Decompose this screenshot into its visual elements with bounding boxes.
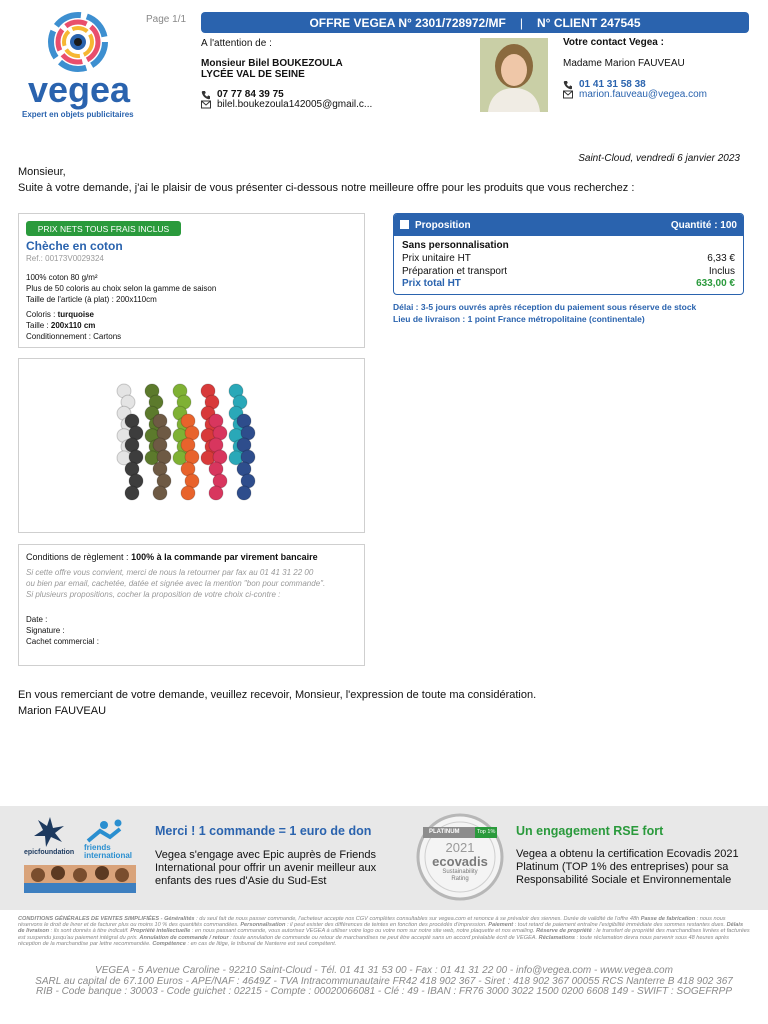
client-phone[interactable]: 07 77 84 39 75: [217, 89, 284, 100]
contact-label: Votre contact Vegea :: [563, 37, 664, 48]
terms-conditions: [18, 916, 750, 947]
delivery-info: [393, 301, 696, 325]
stamp-field: Cachet commercial :: [26, 637, 99, 646]
conditions-card: [18, 544, 365, 666]
ecovadis-platinum: PLATINUM: [429, 829, 460, 835]
phone-icon: [563, 80, 573, 90]
ecovadis-sub: [415, 869, 505, 883]
vegea-logo-mark: [18, 12, 140, 122]
epic-logos: [24, 815, 144, 895]
conditions-note-line: Si cette offre vous convient, merci de nous la retourner par fax au 01 41 31 22 00: [26, 568, 314, 577]
cgv-text: : le transfert de propriété des marchandises livrées et facturées est suspendu jusqu'au paiement intégral du prix.: [18, 928, 750, 941]
offer-header-bar: [201, 12, 749, 33]
delivery-place: Lieu de livraison : 1 point France métropolitaine (continentale): [393, 314, 645, 324]
proposition-header: [394, 214, 743, 236]
yarn-twist: [153, 486, 167, 500]
rse-text: Vegea a obtenu la certification Ecovadis 2021 Platinum (TOP 1% des entreprises) pour sa Responsabilité Sociale et Environnementale: [516, 848, 739, 886]
product-ref: Ref.: 00173V0029324: [26, 254, 104, 263]
letter-intro: Suite à votre demande, j'ai le plaisir de vous présenter ci-dessous notre meilleure offre pour les produits que vous recherchez :: [18, 182, 635, 194]
epic-text: Vegea s'engage avec Epic auprès de Friends International pour offrir un avenir meilleur aux enfants des rues d'Asie du Sud-Est: [155, 849, 377, 887]
conditions-note: [26, 567, 325, 600]
product-color: [26, 309, 121, 320]
vegea-logo: [18, 12, 140, 122]
letter-date: Saint-Cloud, vendredi 6 janvier 2023: [578, 153, 740, 164]
cgv-text: : nous nous réservons le droit de livrer et de facturer plus ou moins 10 % des quantités commandées.: [18, 916, 726, 929]
signature-field: Signature :: [26, 626, 65, 635]
cgv-heading: Propriété intellectuelle: [130, 928, 191, 935]
client-email-row: [201, 99, 372, 110]
proposition-title: Proposition: [415, 219, 471, 231]
unit-price-label: Prix unitaire HT: [402, 253, 471, 264]
color-value: turquoise: [57, 310, 95, 319]
header-separator: |: [519, 15, 524, 30]
conditions-title: [26, 552, 318, 562]
contact-portrait: [480, 38, 548, 112]
contact-email-row: [563, 89, 707, 100]
cgv-text: : du seul fait de nous passer commande, l'acheteur accepte nos CGV complètes consultables sur vegea.com et renonce à se prévaloir des siennes. Durée de validité de l'offre 48h: [194, 916, 641, 922]
yarn-twist: [125, 486, 139, 500]
friends-international-text: [84, 844, 132, 860]
product-size: [26, 320, 121, 331]
prep-row: [402, 266, 735, 277]
cgv-text: : en nous passant commande, vous autorisez VEGEA à utiliser votre logo ou votre nom sur notre site web, notre plaquette et nos emailing.: [190, 928, 537, 935]
contact-email[interactable]: marion.fauveau@vegea.com: [579, 89, 707, 100]
contact-name: Madame Marion FAUVEAU: [563, 58, 685, 69]
proposition-box: [393, 213, 744, 295]
yarn-twist: [237, 486, 251, 500]
letter-closing: En vous remerciant de votre demande, veuillez recevoir, Monsieur, l'expression de toute ma considération.: [18, 689, 537, 701]
mail-icon: [563, 90, 573, 99]
page-number: Page 1/1: [146, 14, 187, 25]
attention-label: A l'attention de :: [201, 38, 272, 49]
cgv-text: : ils sont donnés à titre indicatif.: [49, 928, 131, 935]
unit-price-value: 6,33 €: [707, 253, 735, 264]
cgv-text: : toute réclamation devra nous parvenir sous 48 heures après réception de la marchandise par lettre recommandée.: [18, 934, 729, 947]
offer-number: OFFRE VEGEA N° 2301/728972/MF: [309, 15, 506, 30]
proposition-checkbox[interactable]: [400, 220, 409, 229]
cgv-text: : en cas de litige, le tribunal de Nanterre est seul compétent.: [185, 940, 337, 947]
contact-photo: [480, 38, 548, 112]
footer-legal: SARL au capital de 67.100 Euros - APE/NAF : 4649Z - TVA Intracommunautaire FR42 418 902 367 - Siret : 418 902 367 00055 RCS Nanterre B 418 902 367: [35, 976, 733, 987]
yarn-twist: [181, 486, 195, 500]
international-line: international: [84, 851, 133, 860]
cgv-heading: Personnalisation: [240, 922, 286, 929]
rse-title: Un engagement RSE fort: [516, 824, 664, 838]
delay-text: Délai : 3-5 jours ouvrés après réception du paiement sous réserve de stock: [393, 302, 697, 312]
color-label: Coloris :: [26, 310, 58, 319]
cgv-text: : il peut exister des différences de teintes en fonction des procédés d'impression.: [285, 922, 489, 929]
svg-text:vegea: vegea: [27, 69, 131, 110]
cgv-heading: Compétence: [152, 940, 186, 947]
product-desc-line: 100% coton 80 g/m²: [26, 273, 98, 282]
conditions-label: Conditions de règlement :: [26, 552, 132, 562]
personnalisation-row: [402, 240, 735, 251]
conditions-value: 100% à la commande par virement bancaire: [131, 552, 318, 562]
footer-address: VEGEA - 5 Avenue Caroline - 92210 Saint-Cloud - Tél. 01 41 31 53 00 - Fax : 01 41 31 22 00 - info@vegea.com - www.vegea.com: [95, 965, 673, 976]
cgv-heading: Délais de livraison: [18, 922, 744, 935]
cgv-heading: Annulation de commande / retour: [139, 934, 229, 941]
client-name: Monsieur Bilel BOUKEZOULA: [201, 58, 343, 69]
product-desc-line: Taille de l'article (à plat) : 200x110cm: [26, 295, 157, 304]
cgv-text: : tout retard de paiement entraîne l'exigibilité immédiate des sommes restantes dues.: [513, 922, 727, 929]
product-card: [18, 213, 365, 348]
client-block: [201, 58, 343, 80]
client-number: N° CLIENT 247545: [537, 15, 641, 30]
total-row: [402, 278, 735, 289]
product-title: Chèche en coton: [26, 239, 123, 253]
cgv-text: : toute annulation de commande ou retour de marchandises ne peut être accepté sans un accord préalable écrit de VEGEA.: [228, 934, 539, 941]
contact-phone[interactable]: 01 41 31 58 38: [579, 79, 646, 90]
footer-bank: RIB - Code banque : 30003 - Code guichet : 02215 - Compte : 00020066081 - Clé : 49 - IBAN : FR76 3000 3022 1500 0200 6608 149 - SWIFT : SOGEFRPP: [36, 986, 732, 997]
cgv-heading: Passe de fabrication: [640, 916, 696, 922]
ecovadis-sub-line: Rating: [451, 876, 469, 882]
personnalisation-label: Sans personnalisation: [402, 240, 509, 251]
size-value: 200x110 cm: [50, 321, 96, 330]
cgv-heading: Réserve de propriété: [536, 928, 592, 935]
mail-icon: [201, 100, 211, 109]
client-email[interactable]: bilel.boukezoula142005@gmail.c...: [217, 99, 373, 110]
unit-price-row: [402, 253, 735, 264]
cgv-heading: Paiement: [488, 922, 514, 929]
conditions-fields: [26, 614, 99, 647]
friends-line: friends: [84, 843, 111, 852]
price-badge: PRIX NETS TOUS FRAIS INCLUS: [26, 221, 181, 236]
ecovadis-year: 2021: [445, 840, 475, 855]
total-label: Prix total HT: [402, 278, 461, 289]
cgv-heading: Réclamations: [538, 934, 576, 941]
ecovadis-logo: [415, 812, 505, 902]
epic-foundation-text: epicfoundation: [24, 849, 75, 856]
product-image-card: [18, 358, 365, 533]
ecovadis-brand: ecovadis: [432, 854, 488, 869]
yarn-twist: [209, 486, 223, 500]
epic-title: Merci ! 1 commande = 1 euro de don: [155, 824, 372, 838]
prep-label: Préparation et transport: [402, 266, 508, 277]
date-field: Date :: [26, 615, 48, 624]
product-packaging: Conditionnement : Cartons: [26, 332, 122, 341]
product-desc-line: Plus de 50 coloris au choix selon la gamme de saison: [26, 284, 217, 293]
cgv-heading: CONDITIONS GÉNÉRALES DE VENTES SIMPLIFIÉES - Généralités: [18, 916, 195, 922]
total-value: 633,00 €: [696, 278, 735, 289]
phone-icon: [201, 90, 211, 100]
size-label: Taille :: [26, 321, 51, 330]
product-specs: [26, 309, 121, 342]
letter-signature: Marion FAUVEAU: [18, 705, 107, 717]
product-description: [26, 272, 216, 305]
conditions-note-line: Si plusieurs propositions, cocher la proposition de votre choix ci-contre :: [26, 590, 281, 599]
ecovadis-top: Top 1%: [477, 829, 496, 835]
proposition-title-wrap: [400, 220, 471, 231]
client-company: LYCÉE VAL DE SEINE: [201, 69, 305, 80]
letter-greeting: Monsieur,: [18, 166, 66, 178]
brand-tagline: Expert en objets publicitaires: [22, 110, 134, 119]
ecovadis-sub-line: Sustainability: [442, 869, 478, 875]
conditions-note-line: ou bien par email, cachetée, datée et signée avec la mention "bon pour commande".: [26, 579, 326, 588]
proposition-quantity: Quantité : 100: [670, 219, 737, 231]
product-image: [114, 381, 264, 506]
prep-value: Inclus: [708, 266, 735, 277]
